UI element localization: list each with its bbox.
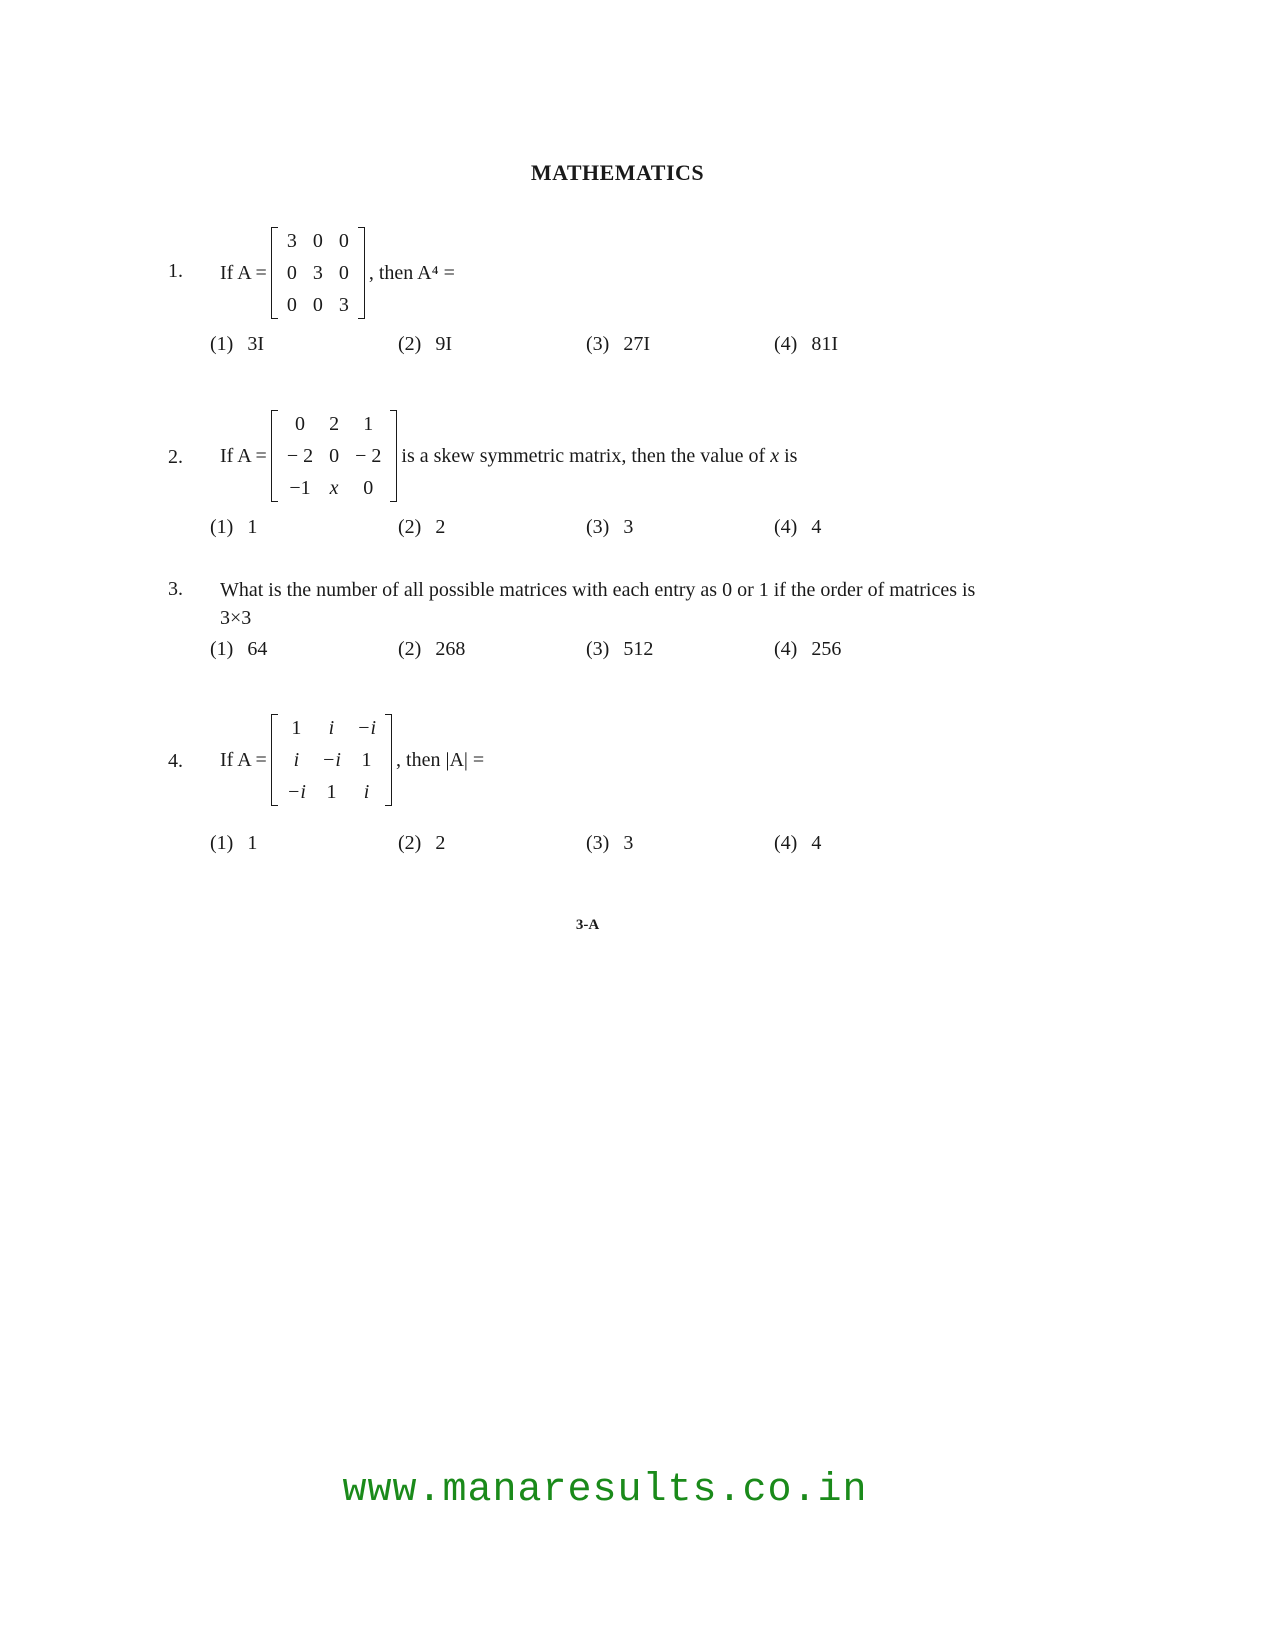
matrix-cell: 3 [286, 229, 297, 252]
option-3[interactable] [586, 333, 774, 356]
question-stem [220, 225, 455, 321]
option-text: 9I [435, 333, 452, 355]
option-text: 268 [435, 638, 466, 660]
option-1[interactable] [210, 832, 398, 855]
stem-line-2: 3×3 [220, 607, 252, 629]
option-text: 27I [623, 333, 650, 355]
matrix [271, 712, 392, 808]
option-text: 4 [811, 516, 822, 538]
question-2 [168, 408, 1068, 548]
question-stem [220, 712, 484, 808]
option-number: (1) [210, 638, 234, 660]
options [210, 516, 962, 539]
option-2[interactable] [398, 333, 586, 356]
matrix-cell: 0 [329, 444, 340, 467]
option-number: (2) [398, 333, 422, 355]
option-text: 3 [623, 516, 634, 538]
option-4[interactable] [774, 832, 962, 855]
options [210, 333, 962, 356]
question-number: 3. [168, 578, 183, 600]
option-number: (2) [398, 832, 422, 854]
question-stem [220, 576, 1040, 632]
option-4[interactable] [774, 516, 962, 539]
matrix-cell: − 2 [355, 444, 382, 467]
option-number: (1) [210, 516, 234, 538]
stem-prefix: If A = [220, 748, 267, 771]
question-number: 4. [168, 750, 183, 772]
question-1 [168, 225, 1068, 365]
option-number: (4) [774, 638, 798, 660]
option-text: 4 [811, 832, 822, 854]
matrix-cell: 0 [286, 293, 297, 316]
option-number: (4) [774, 516, 798, 538]
matrix-cell: −1 [289, 476, 311, 499]
matrix-cell: 0 [338, 229, 349, 252]
option-2[interactable] [398, 638, 586, 661]
matrix-cell: 1 [361, 748, 372, 771]
matrix-cell: 0 [294, 412, 305, 435]
matrix-cell: 0 [312, 229, 323, 252]
stem-suffix [401, 445, 797, 468]
option-text: 81I [811, 333, 838, 355]
option-number: (3) [586, 516, 610, 538]
question-number: 2. [168, 446, 183, 468]
stem-suffix: , then |A| = [396, 748, 485, 771]
matrix-cell: − 2 [286, 444, 314, 467]
stem-line-1: What is the number of all possible matrices with each entry as 0 or 1 if the order of matrices is [220, 579, 976, 601]
option-4[interactable] [774, 333, 962, 356]
option-number: (4) [774, 333, 798, 355]
option-2[interactable] [398, 832, 586, 855]
stem-variable: x [770, 444, 780, 467]
option-text: 3I [247, 333, 264, 355]
matrix [271, 225, 365, 321]
matrix [271, 408, 398, 504]
matrix-cell: 3 [338, 293, 349, 316]
matrix-cell: −i [356, 716, 377, 739]
option-text: 64 [247, 638, 268, 660]
option-1[interactable] [210, 333, 398, 356]
option-text: 3 [623, 832, 634, 854]
option-text: 1 [247, 832, 258, 854]
matrix-cell: −i [321, 748, 341, 771]
stem-prefix: If A = [220, 261, 267, 284]
matrix-cell: i [328, 716, 335, 739]
option-number: (4) [774, 832, 798, 854]
option-number: (1) [210, 333, 234, 355]
question-3 [168, 576, 1068, 676]
matrix-cell: x [329, 476, 339, 499]
option-number: (3) [586, 333, 610, 355]
page-title: MATHEMATICS [530, 160, 705, 185]
option-3[interactable] [586, 638, 774, 661]
matrix-cell: i [293, 748, 300, 771]
matrix-cell: 0 [363, 476, 374, 499]
option-3[interactable] [586, 516, 774, 539]
matrix-cell: 0 [338, 261, 349, 284]
matrix-cell: 0 [286, 261, 297, 284]
option-number: (2) [398, 516, 422, 538]
option-2[interactable] [398, 516, 586, 539]
option-text: 512 [623, 638, 654, 660]
matrix-cell: −i [286, 780, 306, 803]
stem-suffix: , then A⁴ = [368, 261, 455, 284]
question-number: 1. [168, 260, 183, 282]
stem-suffix-end: is [779, 444, 798, 467]
matrix-cell: 1 [326, 780, 337, 803]
option-text: 256 [811, 638, 842, 660]
page-number: 3-A [575, 917, 600, 933]
options [210, 832, 962, 855]
matrix-cell: 1 [291, 716, 302, 739]
option-number: (2) [398, 638, 422, 660]
matrix-cell: 0 [312, 293, 323, 316]
option-text: 2 [435, 832, 446, 854]
stem-prefix: If A = [220, 444, 267, 467]
stem-suffix-text: is a skew symmetric matrix, then the value of [401, 444, 771, 467]
matrix-cell: 3 [312, 261, 323, 284]
option-1[interactable] [210, 516, 398, 539]
option-number: (3) [586, 832, 610, 854]
watermark-url[interactable]: www.manaresults.co.in [342, 1468, 868, 1513]
option-number: (3) [586, 638, 610, 660]
option-4[interactable] [774, 638, 962, 661]
question-4 [168, 712, 1068, 862]
question-stem [220, 408, 797, 504]
matrix-cell: 1 [363, 412, 374, 435]
option-text: 2 [435, 516, 446, 538]
matrix-cell: i [363, 780, 370, 803]
option-text: 1 [247, 516, 258, 538]
option-3[interactable] [586, 832, 774, 855]
option-number: (1) [210, 832, 234, 854]
option-1[interactable] [210, 638, 398, 661]
matrix-cell: 2 [329, 412, 340, 435]
options [210, 638, 962, 661]
